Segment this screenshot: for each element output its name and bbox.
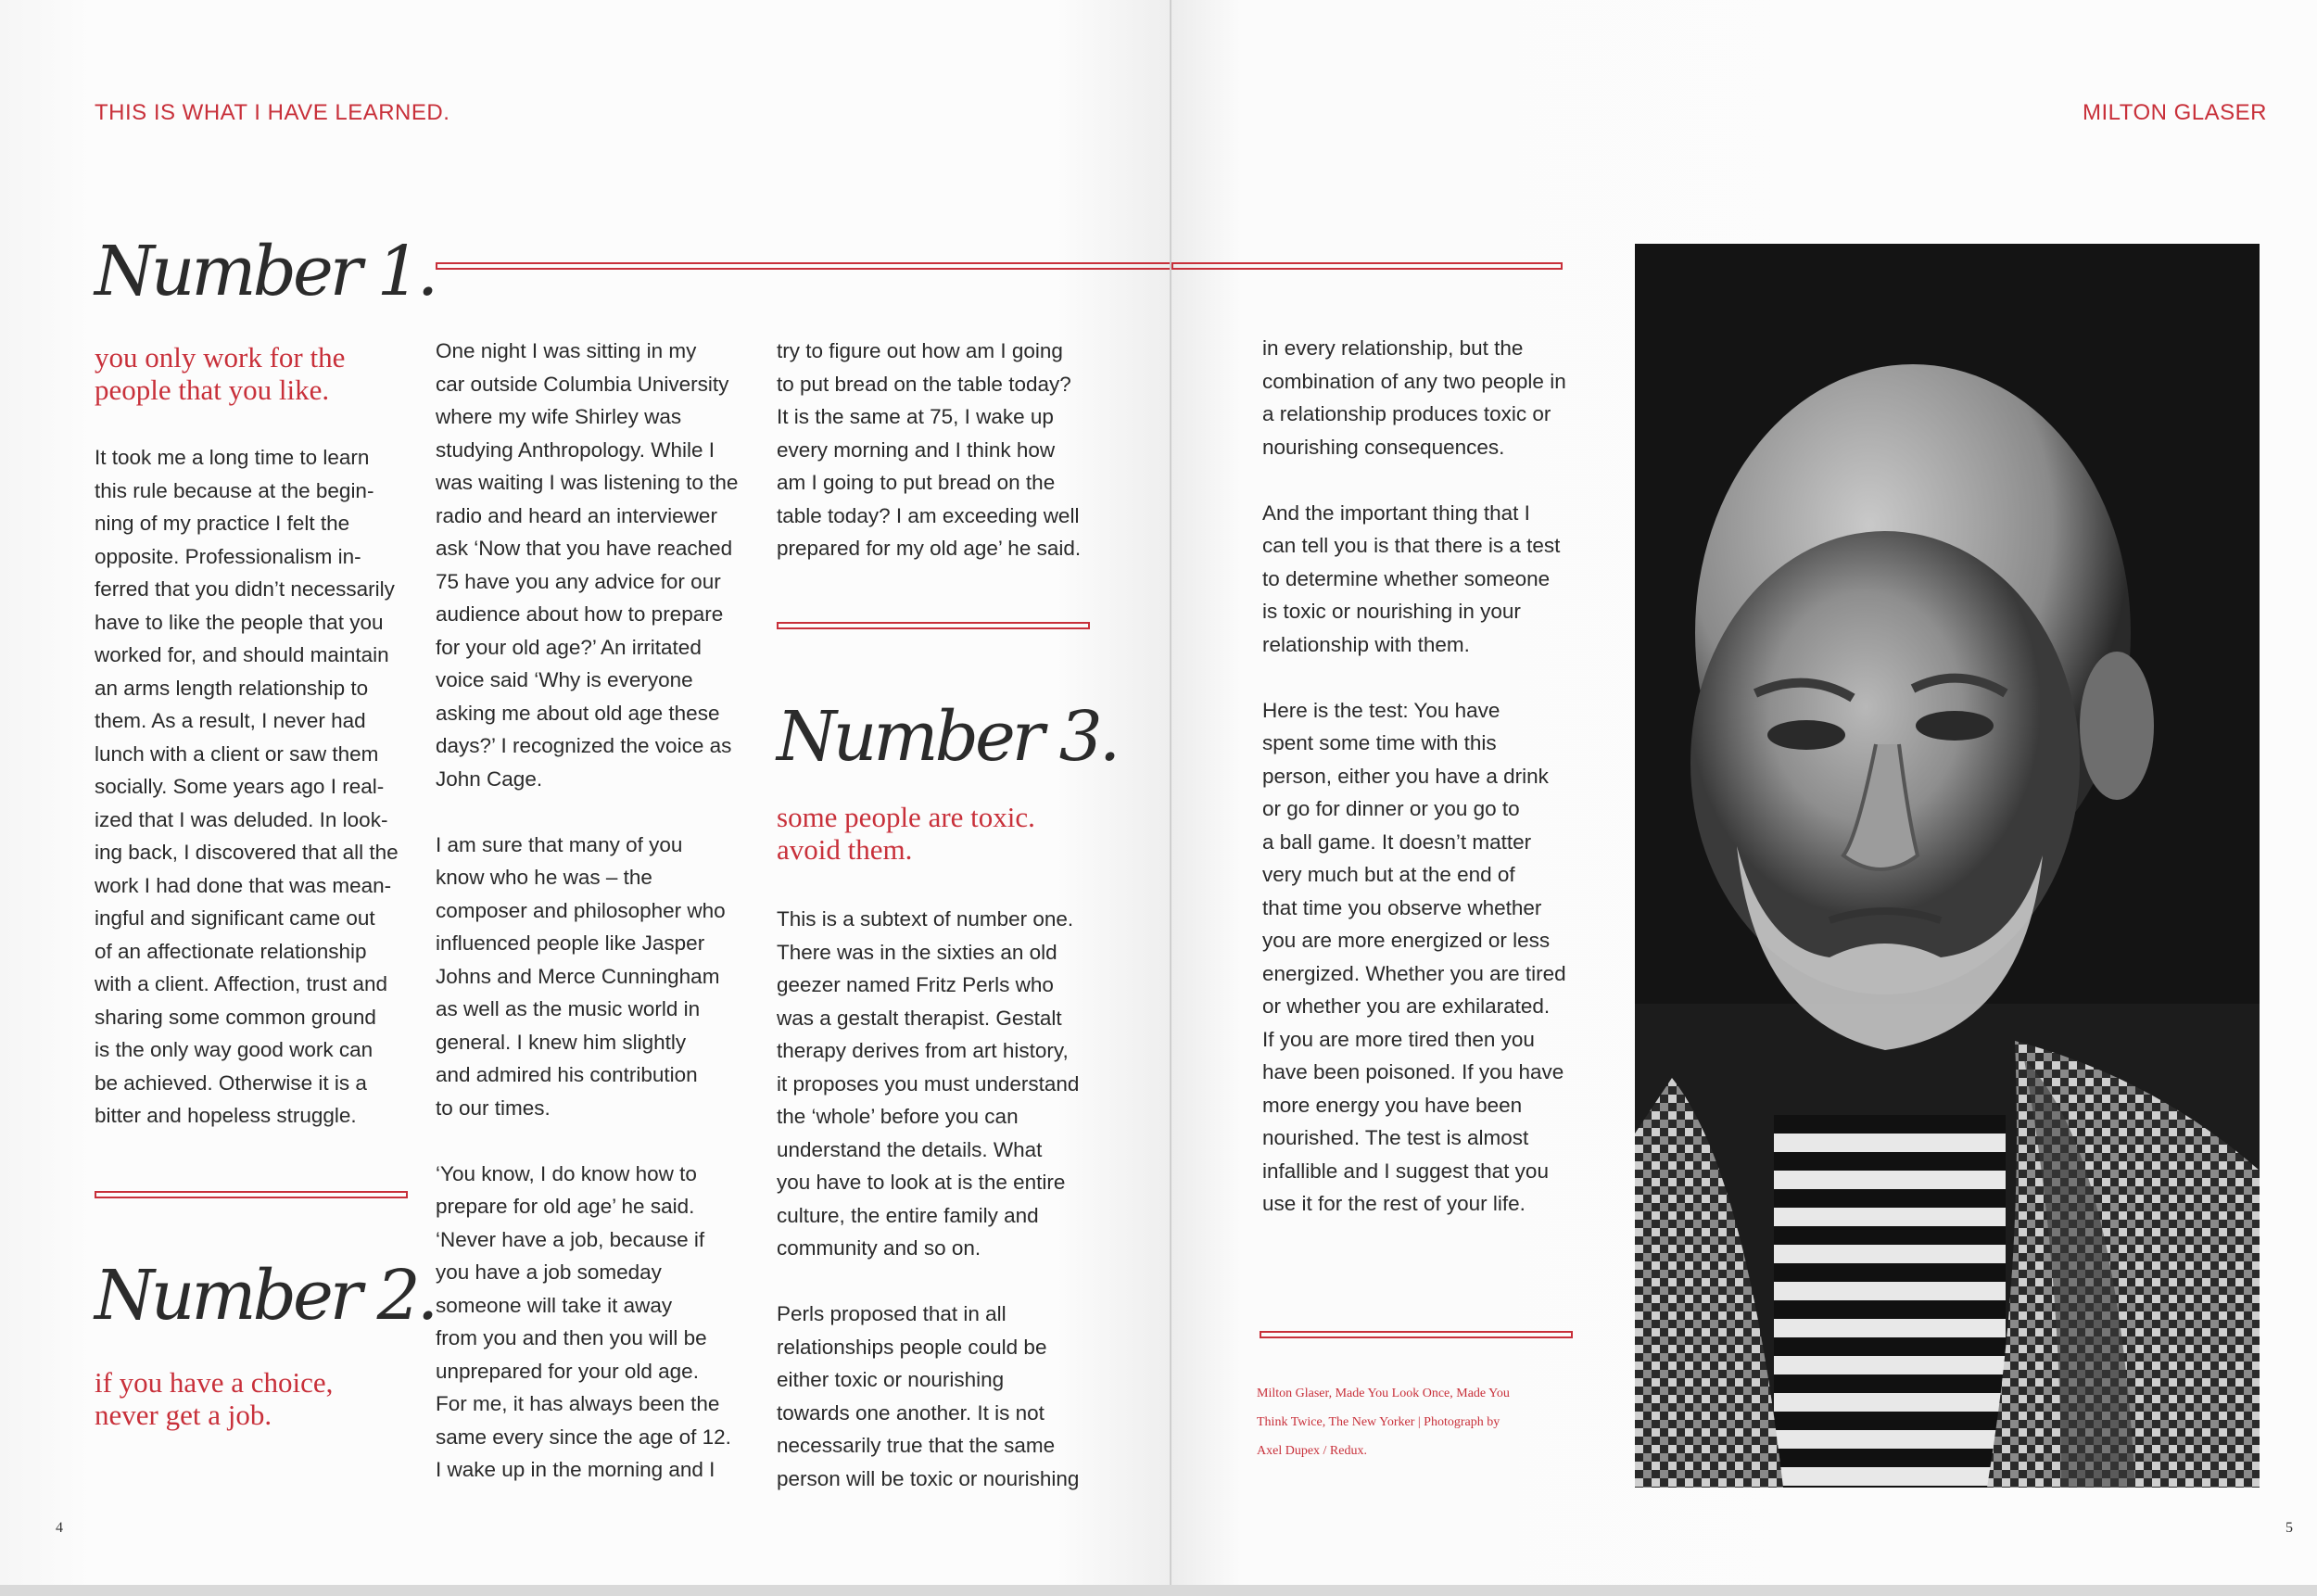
portrait-photo (1635, 244, 2260, 1488)
paragraph: One night I was sitting in my car outside Columbia University where my wife Shirley was studying Anthropology. While I was waiting I was listening to the radio and heard an interviewer ask ‘Now that you have reached 75 have you any advice for our audience about how to prepare for your old age?’ An irritated voice said ‘Why is everyone asking me about old age these days?’ I recognized the voice as John Cage. (436, 339, 739, 791)
number-3-body-column-1 (777, 903, 1138, 1528)
running-head-right: MILTON GLASER (2083, 100, 2267, 125)
page-number-right: 5 (2285, 1520, 2293, 1536)
paragraph: I am sure that many of you know who he was – the composer and philosopher who influenced people like Jasper Johns and Merce Cunningham as well as the music world in general. I knew him slightly and admired his contribution to our times. (436, 832, 726, 1120)
header-rule-right (1171, 262, 1563, 270)
number-1-heading: Number 1. (95, 232, 436, 311)
number-3-body-column-2 (1262, 332, 1596, 1253)
section-divider-rule (95, 1191, 408, 1198)
number-2-body-column-1 (436, 335, 769, 1519)
portrait-image (1635, 244, 2260, 1488)
number-2-body-column-2: try to figure out how am I going to put bread on the table today? It is the same at 75, I wake up every morning and I think how am I going to put bread on the table today? I am exceeding well prepared for my old age’ he said. (777, 339, 1082, 560)
page-number-left: 4 (56, 1520, 63, 1536)
paragraph: And the important thing that I can tell you is that there is a test to determine whether someone is toxic or nourishing in your relationship with them. (1262, 500, 1561, 656)
paragraph: Perls proposed that in all relationships people could be either toxic or nourishing towards one another. It is not necessarily true that the same person will be toxic or nourishing (777, 1302, 1080, 1490)
header-rule-left (436, 262, 1171, 270)
number-2-subhead: if you have a choice, never get a job. (95, 1366, 334, 1431)
number-3-subhead: some people are toxic. avoid them. (777, 801, 1035, 866)
paragraph: ‘You know, I do know how to prepare for old age’ he said. ‘Never have a job, because if you have a job someday someone will take it away from you and then you will be unprepared for your old age. For me, it has always been the same every since the age of 12. I wake up in the morning and I (436, 1161, 731, 1481)
paragraph: Here is the test: You have spent some time with this person, either you have a drink or go for dinner or you go to a ball game. It doesn’t matter very much but at the end of that time you observe whether you are more energized or less energized. Whether you are tired or whether you are exhilarated. If you are more tired then you have been poisoned. If you have more energy you have been nourished. The test is almost infallible and I suggest that you use it for the rest of your life. (1262, 698, 1566, 1215)
photo-caption: Milton Glaser, Made You Look Once, Made You Think Twice, The New Yorker | Photograph by Axel Dupex / Redux. (1257, 1387, 1510, 1458)
number-1-body: It took me a long time to learn this rule because at the begin- ning of my practice I felt the opposite. Professionalism in- ferred that you didn’t necessarily have to like the people that you worked for, and should maintain an arms length relationship to them. As a result, I never had lunch with a client or saw them socially. Some years ago I real- ized that I was deluded. In look- ing back, I discovered that all the work I had done that was mean- ingful and significant came out of an affectionate relationship with a client. Affection, trust and sharing some common ground is the only way good work can be achieved. Otherwise it is a bitter and hopeless struggle. (95, 446, 399, 1127)
number-2-heading: Number 2. (95, 1256, 436, 1336)
paragraph: in every relationship, but the combination of any two people in a relationship produces toxic or nourishing consequences. (1262, 336, 1566, 459)
number-3-heading: Number 3. (777, 697, 1118, 777)
number-1-subhead: you only work for the people that you like. (95, 341, 346, 406)
section-divider-rule (1260, 1331, 1573, 1338)
section-divider-rule (777, 622, 1090, 629)
running-head-left: THIS IS WHAT I HAVE LEARNED. (95, 100, 450, 125)
paragraph: This is a subtext of number one. There was in the sixties an old geezer named Fritz Perls who was a gestalt therapist. Gestalt therapy derives from art history, it proposes you must understand the ‘whole’ before you can understand the details. What you have to look at is the entire culture, the entire family and community and so on. (777, 907, 1080, 1260)
